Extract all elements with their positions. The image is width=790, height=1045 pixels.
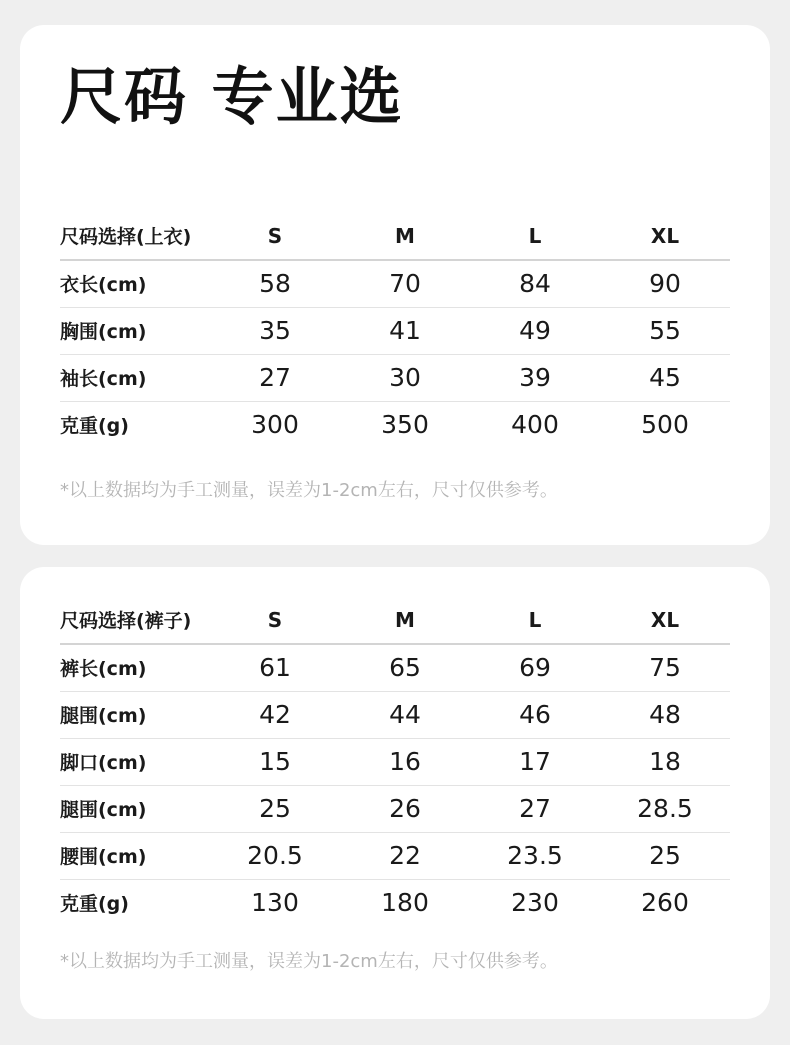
table-cell: 90 xyxy=(649,269,681,299)
row-label: 腰围(cm) xyxy=(60,846,147,868)
table-cell: 69 xyxy=(519,653,551,683)
table-cell: 23.5 xyxy=(507,841,563,870)
page-title: 尺码 专业选 xyxy=(60,60,404,133)
header-label: 尺码选择(上衣) xyxy=(60,212,210,260)
table-cell: 15 xyxy=(259,747,291,776)
table-cell: 25 xyxy=(649,841,681,870)
table-cell: 230 xyxy=(511,888,559,918)
row-label: 胸围(cm) xyxy=(60,321,147,343)
header-size-l: L xyxy=(470,596,600,644)
table-cell: 45 xyxy=(649,363,681,392)
table-cell: 35 xyxy=(259,316,291,345)
bottom-size-table xyxy=(60,596,730,926)
table-row xyxy=(60,260,730,307)
header-size-xl: XL xyxy=(600,596,730,644)
table-cell: 55 xyxy=(649,316,681,345)
table-cell: 17 xyxy=(519,747,551,776)
table-cell: 18 xyxy=(649,747,681,776)
table-cell: 39 xyxy=(519,363,551,392)
table-row xyxy=(60,785,730,832)
table-cell: 41 xyxy=(389,316,421,345)
table-cell: 500 xyxy=(641,410,689,440)
header-label: 尺码选择(裤子) xyxy=(60,596,210,644)
row-label: 脚口(cm) xyxy=(60,752,147,774)
table-cell: 65 xyxy=(389,653,421,683)
table-cell: 46 xyxy=(519,700,551,729)
top-size-card xyxy=(20,25,770,545)
table-row xyxy=(60,401,730,448)
header-size-m: M xyxy=(340,212,470,260)
table-cell: 48 xyxy=(649,700,681,729)
bottom-size-card xyxy=(20,567,770,1019)
table-row xyxy=(60,738,730,785)
table-cell: 260 xyxy=(641,888,689,918)
table-row xyxy=(60,691,730,738)
table-cell: 42 xyxy=(259,700,291,729)
table-header-row xyxy=(60,596,730,644)
table-cell: 28.5 xyxy=(637,794,693,823)
table-cell: 300 xyxy=(251,410,299,440)
row-label: 克重(g) xyxy=(60,893,129,916)
table-row xyxy=(60,832,730,879)
measurement-note: *以上数据均为手工测量，误差为1-2cm左右，尺寸仅供参考。 xyxy=(60,480,558,501)
table-row xyxy=(60,307,730,354)
table-cell: 30 xyxy=(389,363,421,392)
table-cell: 27 xyxy=(519,794,551,823)
row-label: 腿围(cm) xyxy=(60,799,147,821)
table-cell: 350 xyxy=(381,410,429,440)
header-size-xl: XL xyxy=(600,212,730,260)
table-cell: 70 xyxy=(389,269,421,299)
table-cell: 25 xyxy=(259,794,291,823)
header-size-m: M xyxy=(340,596,470,644)
table-header-row xyxy=(60,212,730,260)
table-cell: 26 xyxy=(389,794,421,823)
top-size-table xyxy=(60,212,730,448)
table-row xyxy=(60,879,730,926)
table-cell: 27 xyxy=(259,363,291,392)
table-cell: 22 xyxy=(389,841,421,870)
row-label: 衣长(cm) xyxy=(60,274,147,297)
table-cell: 130 xyxy=(251,888,299,918)
measurement-note: *以上数据均为手工测量，误差为1-2cm左右，尺寸仅供参考。 xyxy=(60,951,558,972)
table-cell: 75 xyxy=(649,653,681,683)
table-cell: 84 xyxy=(519,269,551,299)
header-size-l: L xyxy=(470,212,600,260)
header-size-s: S xyxy=(210,212,340,260)
table-cell: 49 xyxy=(519,316,551,345)
table-cell: 400 xyxy=(511,410,559,440)
table-row xyxy=(60,354,730,401)
row-label: 腿围(cm) xyxy=(60,705,147,727)
header-size-s: S xyxy=(210,596,340,644)
table-cell: 44 xyxy=(389,700,421,729)
table-cell: 20.5 xyxy=(247,841,303,870)
table-row xyxy=(60,644,730,691)
row-label: 袖长(cm) xyxy=(60,368,147,390)
table-cell: 16 xyxy=(389,747,421,776)
table-cell: 61 xyxy=(259,653,291,683)
table-cell: 58 xyxy=(259,269,291,299)
row-label: 克重(g) xyxy=(60,415,129,438)
table-cell: 180 xyxy=(381,888,429,918)
row-label: 裤长(cm) xyxy=(60,658,147,681)
